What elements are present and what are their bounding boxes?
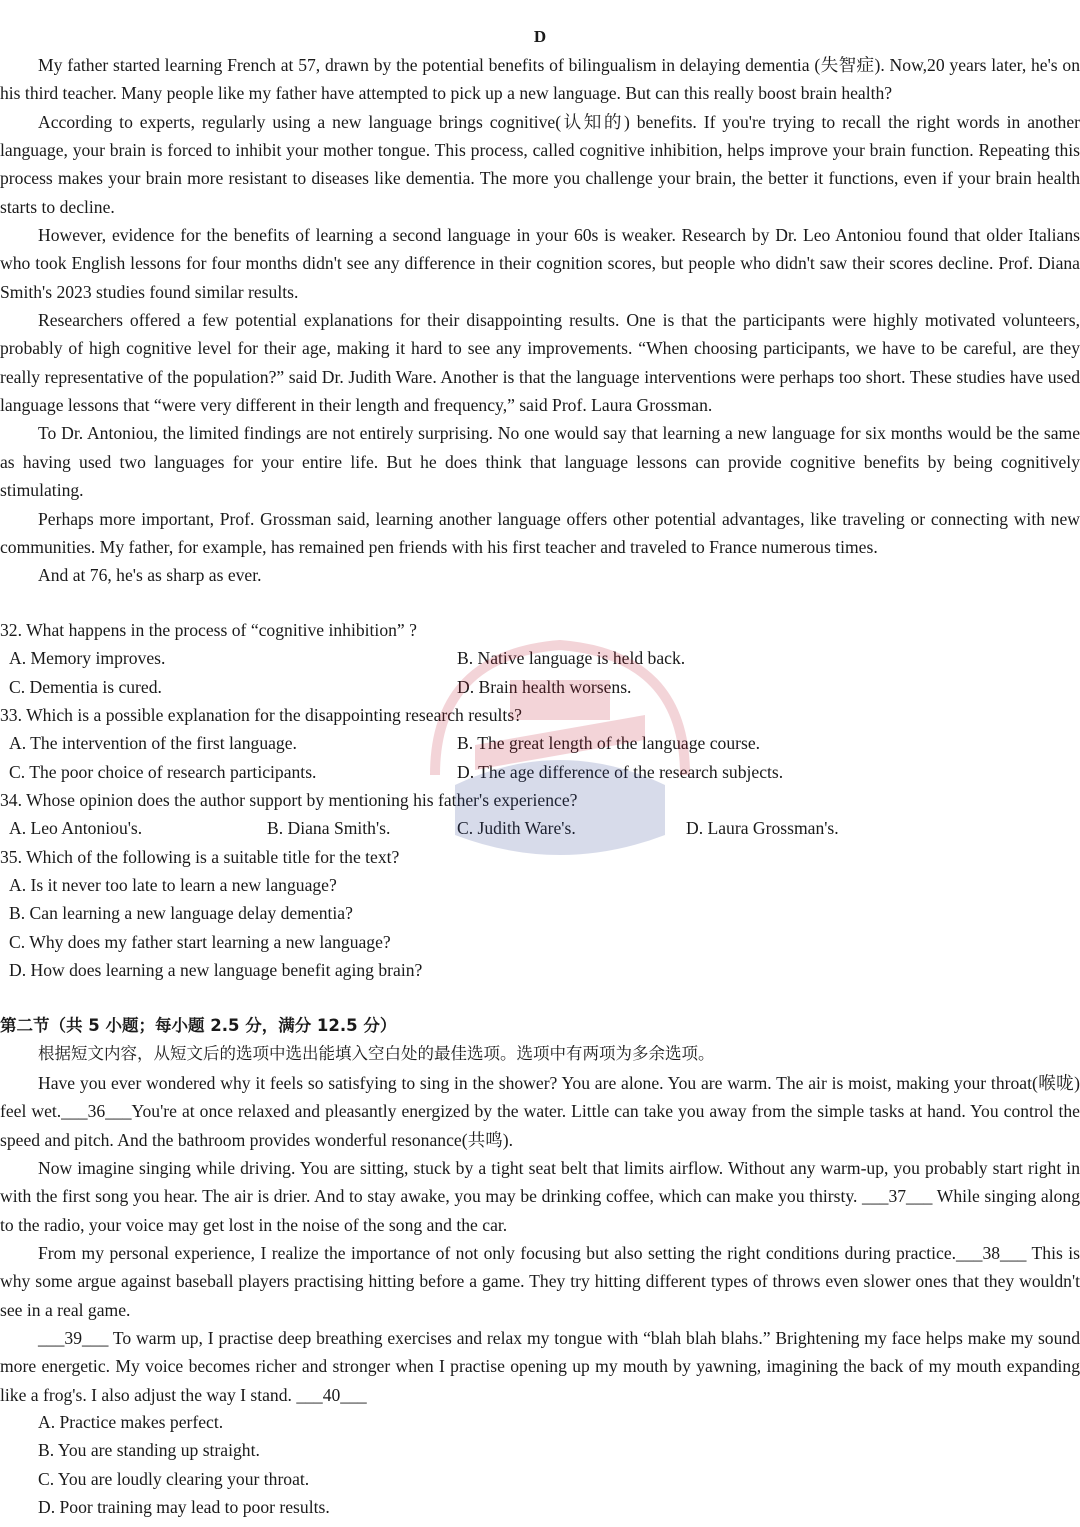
cloze-choice-b: B. You are standing up straight.	[38, 1440, 260, 1461]
question-33-option-a: A. The intervention of the first language.	[9, 733, 297, 754]
question-32-options-row2	[0, 673, 1080, 701]
cloze-choice-a: A. Practice makes perfect.	[38, 1412, 224, 1432]
question-34-option-a: A. Leo Antoniou's.	[9, 818, 143, 839]
question-34-option-d: D. Laura Grossman's.	[686, 818, 839, 839]
section-label: D	[533, 27, 547, 46]
passage-paragraph: However, evidence for the benefits of learning a second language in your 60s is weaker. Research by Dr. Leo Antoniou found that older Italians who took English lessons for four months didn't see any difference in their cognition scores, but people who didn't saw their scores decline. Prof. Diana Smith's 2023 studies found similar results.	[0, 225, 1080, 302]
question-35-option-c: C. Why does my father start learning a new language?	[9, 931, 391, 952]
cloze-paragraph: Now imagine singing while driving. You are sitting, stuck by a tight seat belt that limits airflow. Without any warm-up, you probably start right in with the first song you hear. The air is drier. And to stay awake, you may be drinking coffee, which can make you thirsty. ___37___ While singing along to the radio, your voice may get lost in the noise of the song and the car.	[0, 1158, 1080, 1235]
question-32-option-b: B. Native language is held back.	[457, 648, 686, 669]
question-list	[0, 616, 1080, 984]
question-34-options-row	[0, 814, 1080, 842]
passage-paragraph: And at 76, he's as sharp as ever.	[38, 565, 262, 586]
cloze-choice-list	[38, 1408, 330, 1521]
question-34-option-b: B. Diana Smith's.	[267, 818, 391, 839]
question-34-stem: 34. Whose opinion does the author support by mentioning his father's experience?	[0, 790, 578, 811]
cloze-passage	[0, 1069, 1080, 1409]
question-35-option-a: A. Is it never too late to learn a new language?	[9, 875, 337, 896]
question-35-stem: 35. Which of the following is a suitable title for the text?	[0, 846, 400, 867]
section-2-heading: 第二节（共 5 小题；每小题 2.5 分，满分 12.5 分）	[0, 1016, 397, 1035]
question-35-option-b: B. Can learning a new language delay dementia?	[9, 903, 353, 924]
question-33-options-row1	[0, 729, 1080, 757]
cloze-paragraph: Have you ever wondered why it feels so satisfying to sing in the shower? You are alone. You are warm. The air is moist, making your throat(喉咙) feel wet.___36___You're at once relaxed and pleasantly energized by the water. Little can take you away from the simple tasks at hand. You control the speed and pitch. And the bathroom provides wonderful resonance(共鸣).	[0, 1073, 1080, 1150]
cloze-paragraph: ___39___ To warm up, I practise deep breathing exercises and relax my tongue with “blah blah blahs.” Brightening my face helps make my sound more energetic. My voice becomes richer and stronger when I practise opening up my mouth by yawning, imagining the back of my mouth expanding like a frog's. I also adjust the way I stand. ___40___	[0, 1328, 1080, 1405]
passage-paragraph: My father started learning French at 57, drawn by the potential benefits of bilingualism in delaying dementia (失智症). Now,20 years later, he's on his third teacher. Many people like my father have attempted to pick up a new language. But can this really boost brain health?	[0, 55, 1080, 104]
question-34-option-c: C. Judith Ware's.	[457, 818, 576, 839]
question-32-option-a: A. Memory improves.	[9, 648, 166, 669]
cloze-choice-c: C. You are loudly clearing your throat.	[38, 1468, 310, 1489]
question-33-option-c: C. The poor choice of research participants.	[9, 761, 317, 782]
question-32-option-c: C. Dementia is cured.	[9, 676, 162, 697]
cloze-paragraph: From my personal experience, I realize the importance of not only focusing but also setting the right conditions during practice.___38___ This is why some argue against baseball players practising hitting before a game. They try hitting different types of throws even slower ones that they wouldn't see in a real game.	[0, 1243, 1080, 1320]
passage-paragraph: Researchers offered a few potential explanations for their disappointing results. One is that the participants were highly motivated volunteers, probably of high cognitive level for their age, making it hard to see any improvements. “When choosing participants, we have to be careful, are they really representative of the population?” said Dr. Judith Ware. Another is that the language interventions were perhaps too short. These studies have used language lessons that “were very different in their length and frequency,” said Prof. Laura Grossman.	[0, 310, 1080, 416]
question-32-options-row1	[0, 644, 1080, 672]
question-35-option-d: D. How does learning a new language benefit aging brain?	[9, 960, 423, 981]
passage-paragraph: To Dr. Antoniou, the limited findings are not entirely surprising. No one would say that learning a new language for six months would be the same as having used two languages for your entire life. But he does think that language lessons can provide cognitive benefits by being cognitively stimulating.	[0, 423, 1080, 501]
question-33-option-d: D. The age difference of the research subjects.	[457, 761, 784, 782]
question-32-option-d: D. Brain health worsens.	[457, 676, 632, 697]
question-32-stem: 32. What happens in the process of “cognitive inhibition” ?	[0, 620, 417, 640]
passage-paragraph: Perhaps more important, Prof. Grossman said, learning another language offers other potential advantages, like traveling or connecting with new communities. My father, for example, has remained pen friends with his first teacher and traveled to France numerous times.	[0, 508, 1080, 557]
cloze-choice-d: D. Poor training may lead to poor results.	[38, 1497, 330, 1518]
passage-paragraph: According to experts, regularly using a new language brings cognitive(认知的) benefits. If you're trying to recall the right words in another language, your brain is forced to inhibit your mother tongue. This process, called cognitive inhibition, helps improve your brain function. Repeating this process makes your brain more resistant to diseases like dementia. The more you challenge your brain, the better it functions, even if your brain health starts to decline.	[0, 111, 1080, 217]
section-2-instruction: 根据短文内容，从短文后的选项中选出能填入空白处的最佳选项。选项中有两项为多余选项。	[38, 1044, 715, 1063]
question-33-option-b: B. The great length of the language course.	[457, 733, 761, 754]
question-33-options-row2	[0, 758, 1080, 786]
question-33-stem: 33. Which is a possible explanation for the disappointing research results?	[0, 705, 522, 726]
reading-passage-d	[0, 51, 1080, 590]
